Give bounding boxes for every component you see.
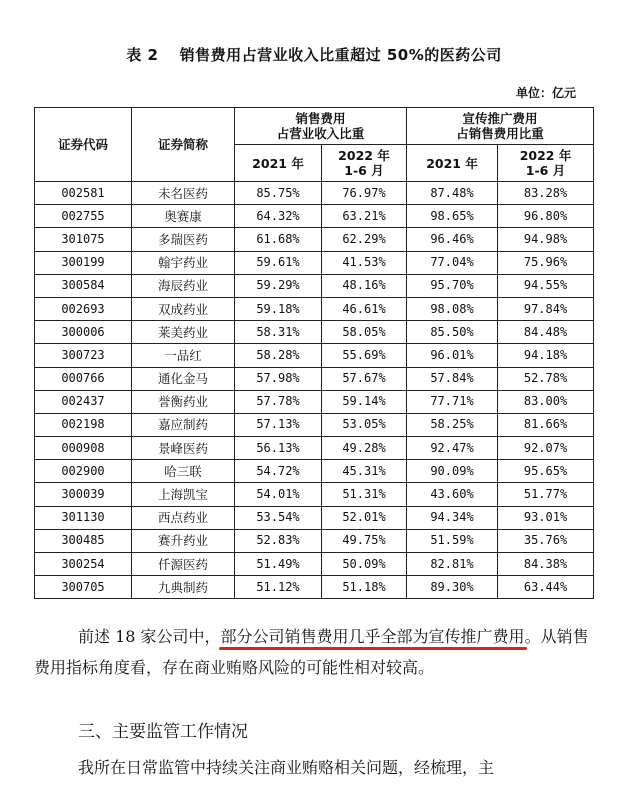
cell-promo-2021: 96.01% [407, 344, 498, 367]
cell-sales-2022: 62.29% [322, 228, 407, 251]
table-row [35, 576, 594, 599]
cell-name: 九典制药 [132, 576, 235, 599]
cell-promo-2021: 94.34% [407, 506, 498, 529]
cell-code: 301075 [35, 228, 132, 251]
cell-code: 000766 [35, 367, 132, 390]
cell-name: 赛升药业 [132, 529, 235, 552]
cell-promo-2022: 51.77% [498, 483, 594, 506]
cell-sales-2022: 46.61% [322, 297, 407, 320]
cell-sales-2022: 49.28% [322, 437, 407, 460]
cell-code: 300006 [35, 321, 132, 344]
cell-promo-2021: 96.46% [407, 228, 498, 251]
table-title: 表 2 销售费用占营业收入比重超过 50%的医药公司 [126, 46, 502, 64]
cell-code: 300039 [35, 483, 132, 506]
cell-sales-2021: 61.68% [235, 228, 322, 251]
cell-name: 一品红 [132, 344, 235, 367]
cell-code: 300485 [35, 529, 132, 552]
cell-sales-2022: 51.18% [322, 576, 407, 599]
cell-promo-2022: 52.78% [498, 367, 594, 390]
cell-sales-2022: 50.09% [322, 553, 407, 576]
table-row [35, 228, 594, 251]
cell-code: 300254 [35, 553, 132, 576]
cell-sales-2021: 57.98% [235, 367, 322, 390]
cell-sales-2021: 59.29% [235, 274, 322, 297]
cell-code: 301130 [35, 506, 132, 529]
cell-name: 通化金马 [132, 367, 235, 390]
header-year-2022: 2022 年 1-6 月 [498, 145, 594, 182]
cell-sales-2021: 52.83% [235, 529, 322, 552]
cell-promo-2022: 94.55% [498, 274, 594, 297]
cell-promo-2022: 94.98% [498, 228, 594, 251]
cell-sales-2021: 57.13% [235, 413, 322, 436]
cell-sales-2021: 51.49% [235, 553, 322, 576]
cell-sales-2022: 63.21% [322, 205, 407, 228]
table-row [35, 437, 594, 460]
cell-code: 000908 [35, 437, 132, 460]
cell-promo-2021: 98.08% [407, 297, 498, 320]
header-year-2021: 2021 年 [235, 145, 322, 182]
cell-promo-2022: 97.84% [498, 297, 594, 320]
cell-sales-2021: 56.13% [235, 437, 322, 460]
cell-name: 海辰药业 [132, 274, 235, 297]
unit-label: 单位：亿元 [515, 86, 576, 100]
cell-promo-2022: 81.66% [498, 413, 594, 436]
cell-sales-2022: 51.31% [322, 483, 407, 506]
cell-promo-2021: 51.59% [407, 529, 498, 552]
header-code: 证券代码 [35, 108, 132, 182]
cell-code: 002693 [35, 297, 132, 320]
table-row [35, 297, 594, 320]
cell-sales-2021: 51.12% [235, 576, 322, 599]
cell-sales-2021: 58.28% [235, 344, 322, 367]
header-year-2021: 2021 年 [407, 145, 498, 182]
cell-promo-2021: 90.09% [407, 460, 498, 483]
cell-code: 300723 [35, 344, 132, 367]
cell-promo-2021: 98.65% [407, 205, 498, 228]
cell-promo-2022: 75.96% [498, 251, 594, 274]
summary-tail: 。从销售费用指标角度看，存在商业贿赂风险的可能性相对较高。 [34, 627, 589, 677]
cell-code: 300584 [35, 274, 132, 297]
cell-promo-2022: 94.18% [498, 344, 594, 367]
cell-code: 002198 [35, 413, 132, 436]
cell-promo-2021: 95.70% [407, 274, 498, 297]
cell-sales-2021: 53.54% [235, 506, 322, 529]
cell-name: 莱美药业 [132, 321, 235, 344]
cell-promo-2022: 35.76% [498, 529, 594, 552]
table-row [35, 460, 594, 483]
cell-sales-2022: 52.01% [322, 506, 407, 529]
cell-sales-2021: 54.01% [235, 483, 322, 506]
header-promo-ratio: 宣传推广费用 占销售费用比重 [407, 108, 594, 145]
paragraph-body: 我所在日常监管中持续关注商业贿赂相关问题，经梳理，主 [78, 758, 495, 777]
cell-promo-2022: 92.07% [498, 437, 594, 460]
cell-sales-2021: 85.75% [235, 182, 322, 205]
section-heading: 三、主要监管工作情况 [78, 722, 248, 742]
cell-promo-2021: 77.71% [407, 390, 498, 413]
cell-promo-2022: 83.28% [498, 182, 594, 205]
cell-sales-2022: 53.05% [322, 413, 407, 436]
cell-promo-2022: 84.38% [498, 553, 594, 576]
cell-promo-2022: 83.00% [498, 390, 594, 413]
cell-sales-2022: 76.97% [322, 182, 407, 205]
table-row [35, 483, 594, 506]
cell-sales-2022: 48.16% [322, 274, 407, 297]
cell-name: 西点药业 [132, 506, 235, 529]
cell-sales-2021: 59.18% [235, 297, 322, 320]
cell-sales-2021: 59.61% [235, 251, 322, 274]
table-row [35, 251, 594, 274]
cell-promo-2022: 95.65% [498, 460, 594, 483]
cell-sales-2021: 58.31% [235, 321, 322, 344]
data-table [34, 107, 594, 599]
table-row [35, 344, 594, 367]
cell-promo-2021: 57.84% [407, 367, 498, 390]
cell-promo-2021: 82.81% [407, 553, 498, 576]
cell-name: 景峰医药 [132, 437, 235, 460]
header-sales-ratio: 销售费用 占营业收入比重 [235, 108, 407, 145]
table-row [35, 506, 594, 529]
cell-code: 300705 [35, 576, 132, 599]
cell-promo-2022: 84.48% [498, 321, 594, 344]
table-row [35, 274, 594, 297]
cell-promo-2021: 89.30% [407, 576, 498, 599]
cell-promo-2021: 43.60% [407, 483, 498, 506]
table-row [35, 321, 594, 344]
cell-sales-2022: 45.31% [322, 460, 407, 483]
table-row [35, 367, 594, 390]
cell-name: 上海凯宝 [132, 483, 235, 506]
cell-code: 002900 [35, 460, 132, 483]
cell-promo-2021: 85.50% [407, 321, 498, 344]
paragraph-summary [34, 621, 594, 683]
cell-code: 002437 [35, 390, 132, 413]
cell-sales-2022: 55.69% [322, 344, 407, 367]
cell-name: 翰宇药业 [132, 251, 235, 274]
cell-name: 多瑞医药 [132, 228, 235, 251]
cell-code: 002581 [35, 182, 132, 205]
cell-sales-2021: 64.32% [235, 205, 322, 228]
header-year-2022: 2022 年 1-6 月 [322, 145, 407, 182]
table-body [35, 182, 594, 599]
cell-sales-2022: 41.53% [322, 251, 407, 274]
cell-promo-2021: 87.48% [407, 182, 498, 205]
table-row [35, 205, 594, 228]
cell-promo-2022: 63.44% [498, 576, 594, 599]
cell-sales-2022: 58.05% [322, 321, 407, 344]
cell-name: 哈三联 [132, 460, 235, 483]
cell-sales-2021: 54.72% [235, 460, 322, 483]
cell-name: 奥赛康 [132, 205, 235, 228]
cell-name: 嘉应制药 [132, 413, 235, 436]
cell-code: 300199 [35, 251, 132, 274]
cell-sales-2021: 57.78% [235, 390, 322, 413]
cell-promo-2022: 96.80% [498, 205, 594, 228]
cell-promo-2021: 92.47% [407, 437, 498, 460]
table-row [35, 390, 594, 413]
cell-promo-2021: 58.25% [407, 413, 498, 436]
summary-lead: 前述 18 家公司中， [78, 627, 221, 646]
cell-sales-2022: 59.14% [322, 390, 407, 413]
table-row [35, 529, 594, 552]
table-row [35, 553, 594, 576]
cell-code: 002755 [35, 205, 132, 228]
cell-name: 仟源医药 [132, 553, 235, 576]
cell-promo-2021: 77.04% [407, 251, 498, 274]
cell-name: 双成药业 [132, 297, 235, 320]
header-name: 证券简称 [132, 108, 235, 182]
cell-promo-2022: 93.01% [498, 506, 594, 529]
cell-name: 誉衡药业 [132, 390, 235, 413]
table-row [35, 413, 594, 436]
highlighted-text: 部分公司销售费用几乎全部为宣传推广费用 [220, 627, 525, 646]
cell-sales-2022: 57.67% [322, 367, 407, 390]
table-row [35, 182, 594, 205]
cell-sales-2022: 49.75% [322, 529, 407, 552]
cell-name: 未名医药 [132, 182, 235, 205]
